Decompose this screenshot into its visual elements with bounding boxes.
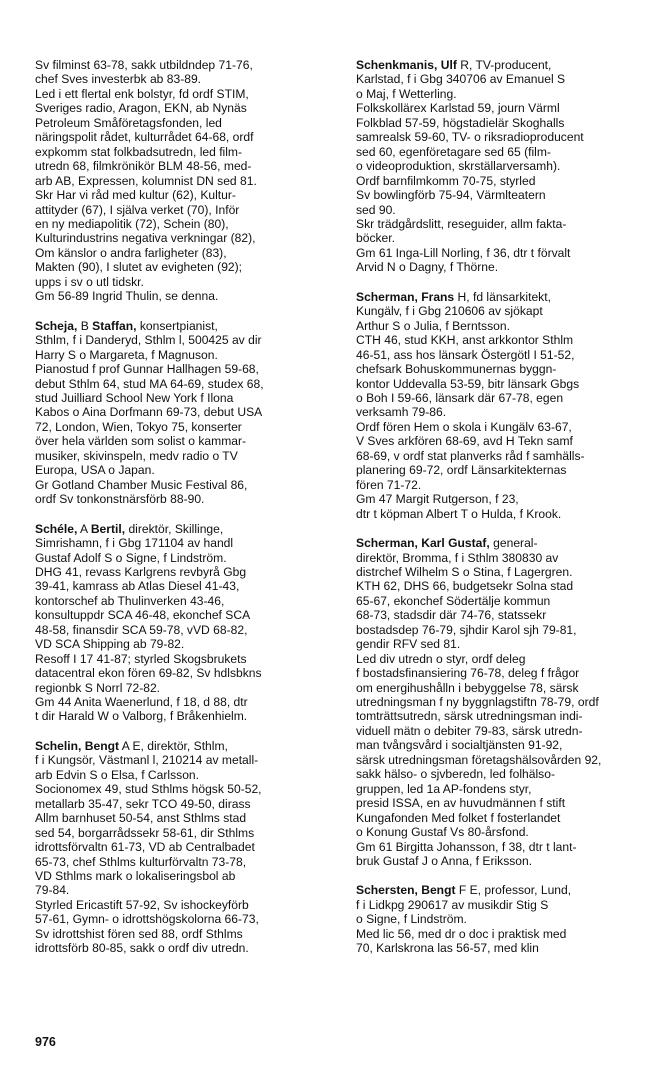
entry-line: Pianostud f prof Gunnar Hallhagen 59-68, <box>35 362 259 377</box>
entry-heading-rest: A E, direktör, Sthlm, <box>119 738 228 753</box>
entry-surname: Schéle, <box>35 521 78 536</box>
entry-line: f bostadsfinansiering 76-78, deleg f frågor <box>356 666 580 681</box>
entry-line: Gustaf Adolf S o Signe, f Lindström. <box>35 550 227 565</box>
entry-line: Folkskollärex Karlstad 59, journ Värml <box>356 101 560 116</box>
entry-line: Skr trädgårdslitt, reseguider, allm fakta- <box>356 216 567 231</box>
entry <box>35 522 335 724</box>
entry-line: Sveriges radio, Aragon, EKN, ab Nynäs <box>35 101 247 116</box>
entry-line: utredn 68, filmkrönikör BLM 48-56, med- <box>35 159 252 174</box>
entry-given-name: Bengt <box>84 738 120 753</box>
entry-line: DHG 41, revass Karlgrens revbyrå Gbg <box>35 564 247 579</box>
entry-line: om energihushålln i bebyggelse 78, särsk <box>356 680 579 695</box>
entry-line: VD Sthlms mark o lokaliseringsbol ab <box>35 869 236 884</box>
entry-line: Harry S o Margareta, f Magnuson. <box>35 347 218 362</box>
entry-line: Karlstad, f i Gbg 340706 av Emanuel S <box>356 72 566 87</box>
entry-line: verksamh 79-86. <box>356 405 447 420</box>
entry-line: presid ISSA, en av huvudmännen f stift <box>356 796 566 811</box>
entry-line: o Maj, f Wetterling. <box>356 86 457 101</box>
entry-surname: Schersten, <box>356 883 418 898</box>
entry-line: Led i ett flertal enk bolstyr, fd ordf STIM, <box>35 86 249 101</box>
entry-line: Sv filminst 63-78, sakk utbildndep 71-76, <box>35 58 253 72</box>
entry-line: CTH 46, stud KKH, anst arkkontor Sthlm <box>356 333 574 348</box>
entry-line: Styrled Ericastift 57-92, Sv ishockeyförb <box>35 897 249 912</box>
entry-given-name: Bertil, <box>90 521 126 536</box>
entry-line: Gm 61 Birgitta Johansson, f 38, dtr t lant- <box>356 839 577 854</box>
entry-line: sed 54, borgarrådssekr 58-61, dir Sthlms <box>35 825 255 840</box>
entry-line: utredningsman f ny byggnlagstiftn 78-79, ordf <box>356 695 599 710</box>
entry-line: datacentral ekon fören 69-82, Sv hdlsbkns <box>35 666 262 681</box>
entry-line: 72, London, Wien, Tokyo 75, konserter <box>35 419 242 434</box>
entry <box>356 883 646 955</box>
entry-line: gendir RFV sed 81. <box>356 637 461 652</box>
entry-heading-rest: H, fd länsarkitekt, <box>454 289 551 304</box>
entry-line: Gm 47 Margit Rutgerson, f 23, <box>356 492 519 507</box>
entry-line: 39-41, kamrass ab Atlas Diesel 41-43, <box>35 579 240 594</box>
entry-line: Allm barnhuset 50-54, anst Sthlms stad <box>35 811 247 826</box>
entry <box>35 319 335 507</box>
entry-given-name: Bengt <box>421 883 456 898</box>
entry-line: böcker. <box>356 231 395 246</box>
entry-line: Gm 61 Inga-Lill Norling, f 36, dtr t förvalt <box>356 245 571 260</box>
entry-line: viduell mätn o debiter 79-83, särsk utredn- <box>356 723 583 738</box>
entry-given-name: Staffan, <box>92 318 137 333</box>
entry-line: fören 71-72. <box>356 477 422 492</box>
entry-line: Arthur S o Julia, f Berntsson. <box>356 318 510 333</box>
entry-line: samrealsk 59-60, TV- o riksradioproducent <box>356 130 584 145</box>
entry-line: o Signe, f Lindström. <box>356 912 467 927</box>
entry-line: Led div utredn o styr, ordf deleg <box>356 651 526 666</box>
entry-line: Sthlm, f i Danderyd, Sthlm l, 500425 av dir <box>35 333 262 348</box>
entry-surname: Schenkmanis, <box>356 58 438 72</box>
entry <box>356 58 646 275</box>
entry-line: Kabos o Aina Dorfmann 69-73, debut USA <box>35 405 263 420</box>
entry-heading-rest: konsertpianist, <box>136 318 218 333</box>
right-column <box>356 58 646 971</box>
entry-surname: Schelin, <box>35 738 82 753</box>
entry <box>35 58 335 304</box>
entry-line: Resoff I 17 41-87; styrled Skogsbrukets <box>35 651 247 666</box>
entry-line: 46-51, ass hos länsark Östergötl I 51-52, <box>356 347 575 362</box>
entry-line: direktör, Bromma, f i Sthlm 380830 av <box>356 550 559 565</box>
entry-surname: Scherman, <box>356 536 418 551</box>
entry-line: dtr t köpman Albert T o Hulda, f Krook. <box>356 506 562 521</box>
entry-line: regionbk S Norrl 72-82. <box>35 680 161 695</box>
entry-line: konsultuppdr SCA 46-48, ekonchef SCA <box>35 608 251 623</box>
entry-line: planering 69-72, ordf Länsarkitekternas <box>356 463 567 478</box>
entry-line: näringspolit rådet, kulturrådet 64-68, ordf <box>35 130 254 145</box>
entry-line: Petroleum Småföretagsfonden, led <box>35 115 222 130</box>
entry-line: kontor Uddevalla 53-59, bitr länsark Gbgs <box>356 376 580 391</box>
entry <box>356 290 646 521</box>
entry-line: Gr Gotland Chamber Music Festival 86, <box>35 477 248 492</box>
entry-line: 68-73, stadsdir där 74-76, statssekr <box>356 608 547 623</box>
entry-line: metallarb 35-47, sekr TCO 49-50, dirass <box>35 796 251 811</box>
entry-line: expkomm stat folkbadsutredn, led film- <box>35 144 243 159</box>
entry-line: Gm 44 Anita Waenerlund, f 18, d 88, dtr <box>35 695 248 710</box>
entry-heading <box>356 536 646 550</box>
entry-line: sed 60, egenföretagare sed 65 (film- <box>356 144 551 159</box>
entry-line: Kungälv, f i Gbg 210606 av sjökapt <box>356 304 543 319</box>
entry-line: kontorschef ab Thulinverken 43-46, <box>35 593 225 608</box>
entry-heading <box>356 883 646 897</box>
entry-line: f i Kungsör, Västmanl l, 210214 av metall- <box>35 753 259 768</box>
entry-surname: Scheja, <box>35 318 78 333</box>
entry-given-name: Frans <box>421 289 455 304</box>
entry-line: f i Lidkpg 290617 av musikdir Stig S <box>356 897 549 912</box>
entry-heading-rest: F E, professor, Lund, <box>455 883 572 898</box>
entry-line: upps i sv o utl tidskr. <box>35 274 144 289</box>
entry-line: Sv bowlingförb 75-94, Värmlteatern <box>356 188 546 203</box>
entry-line: Arvid N o Dagny, f Thörne. <box>356 260 499 275</box>
entry-line: man tvångsvård i socialtjänsten 91-92, <box>356 738 563 753</box>
entry-line: KTH 62, DHS 66, budgetsekr Solna stad <box>356 579 574 594</box>
entry-line: Skr Har vi råd med kultur (62), Kultur- <box>35 188 236 203</box>
entry-line: o Boh I 59-66, länsark där 67-78, egen <box>356 390 564 405</box>
entry <box>35 739 335 956</box>
entry-heading: Schéle, A Bertil, direktör, Skillinge, <box>35 521 224 536</box>
entry-line: 65-73, chef Sthlms kulturförvaltn 73-78, <box>35 854 247 869</box>
left-column <box>35 58 335 971</box>
entry-given-name: Karl Gustaf, <box>421 536 490 551</box>
entry-line: Kungafonden Med folket f fosterlandet <box>356 810 561 825</box>
entry-line: arb AB, Expressen, kolumnist DN sed 81. <box>35 173 257 188</box>
entry-heading <box>35 739 335 753</box>
entry-line: o Konung Gustaf Vs 80-årsfond. <box>356 825 529 840</box>
page-number: 976 <box>35 1035 56 1049</box>
entry-line: 68-69, v ordf stat planverks råd f samhälls- <box>356 448 585 463</box>
entry-line: debut Sthlm 64, stud MA 64-69, studex 68, <box>35 376 264 391</box>
entry-line: 57-61, Gymn- o idrottshögskolorna 66-73, <box>35 912 259 927</box>
entry-line: stud Juilliard School New York f Ilona <box>35 390 234 405</box>
entry-heading-rest: R, TV-producent, <box>456 58 552 72</box>
entry-line: tomträttsutredn, särsk utredningsman indi- <box>356 709 583 724</box>
entry-line: sed 90. <box>356 202 396 217</box>
entry-line: arb Edvin S o Elsa, f Carlsson. <box>35 767 200 782</box>
entry-line: idrottsförb 80-85, sakk o ordf div utredn. <box>35 941 249 956</box>
entry-line: 48-58, finansdir SCA 59-78, vVD 68-82, <box>35 622 248 637</box>
entry-line: Europa, USA o Japan. <box>35 463 155 478</box>
entry-line: t dir Harald W o Valborg, f Bråkenhielm. <box>35 709 248 724</box>
entry-line: 79-84. <box>35 883 70 898</box>
entry-line: Ordf barnfilmkomm 70-75, styrled <box>356 173 536 188</box>
entry-given-name: Ulf <box>440 58 457 72</box>
entry-line: distrchef Wilhelm S o Stina, f Lagergren. <box>356 564 573 579</box>
entry-line: 65-67, ekonchef Södertälje kommun <box>356 593 551 608</box>
entry-line: chefsark Bohuskommunernas byggn- <box>356 362 557 377</box>
entry-heading-rest: direktör, Skillinge, <box>125 521 224 536</box>
entry-line: Om känslor o andra farligheter (83), <box>35 245 227 260</box>
entry-line: ordf Sv tonkonstnärsförb 88-90. <box>35 492 205 507</box>
entry <box>356 536 646 868</box>
entry-line: Socionomex 49, stud Sthlms högsk 50-52, <box>35 782 262 797</box>
entry-line: bostadsdep 76-79, sjhdir Karol sjh 79-81, <box>356 622 577 637</box>
entry-line: VD SCA Shipping ab 79-82. <box>35 637 185 652</box>
entry-line: attityder (67), I själva verket (70), Inför <box>35 202 240 217</box>
entry-line: sakk hälso- o sjvberedn, led folhälso- <box>356 767 555 782</box>
entry-line: Simrishamn, f i Gbg 171104 av handl <box>35 536 234 551</box>
entry-line: Gm 56-89 Ingrid Thulin, se denna. <box>35 289 219 304</box>
entry-line: en ny mediapolitik (72), Schein (80), <box>35 216 229 231</box>
entry-line: V Sves arkfören 68-69, avd H Tekn samf <box>356 434 573 449</box>
entry-line: Makten (90), I slutet av evigheten (92); <box>35 260 243 275</box>
entry-line: idrottsförvaltn 61-73, VD ab Centralbadet <box>35 840 255 855</box>
entry-line: bruk Gustaf J o Anna, f Eriksson. <box>356 854 533 869</box>
entry-line: chef Sves investerbk ab 83-89. <box>35 72 202 87</box>
entry-line: gruppen, led 1a AP-fondens styr, <box>356 781 532 796</box>
entry-heading <box>356 58 646 72</box>
entry-line: Kulturindustrins negativa verkningar (82), <box>35 231 256 246</box>
entry-heading-rest: general- <box>489 536 538 551</box>
entry-line: Ordf fören Hem o skola i Kungälv 63-67, <box>356 419 572 434</box>
entry-line: 70, Karlskrona las 56-57, med klin <box>356 941 539 956</box>
entry-line: Sv idrottshist fören sed 88, ordf Sthlms <box>35 926 243 941</box>
entry-surname: Scherman, <box>356 289 418 304</box>
entry-line: över hela världen som solist o kammar- <box>35 434 247 449</box>
entry-line: särsk utredningsman företagshälsovården 92, <box>356 752 602 767</box>
entry-line: Med lic 56, med dr o doc i praktisk med <box>356 926 567 941</box>
entry-heading: Scheja, B Staffan, konsertpianist, <box>35 318 218 333</box>
entry-line: o videoproduktion, skrställarversamh). <box>356 159 561 174</box>
entry-line: Folkblad 57-59, högstadielär Skoghalls <box>356 115 565 130</box>
entry-heading <box>356 290 646 304</box>
entry-line: musiker, skivinspeln, medv radio o TV <box>35 448 238 463</box>
